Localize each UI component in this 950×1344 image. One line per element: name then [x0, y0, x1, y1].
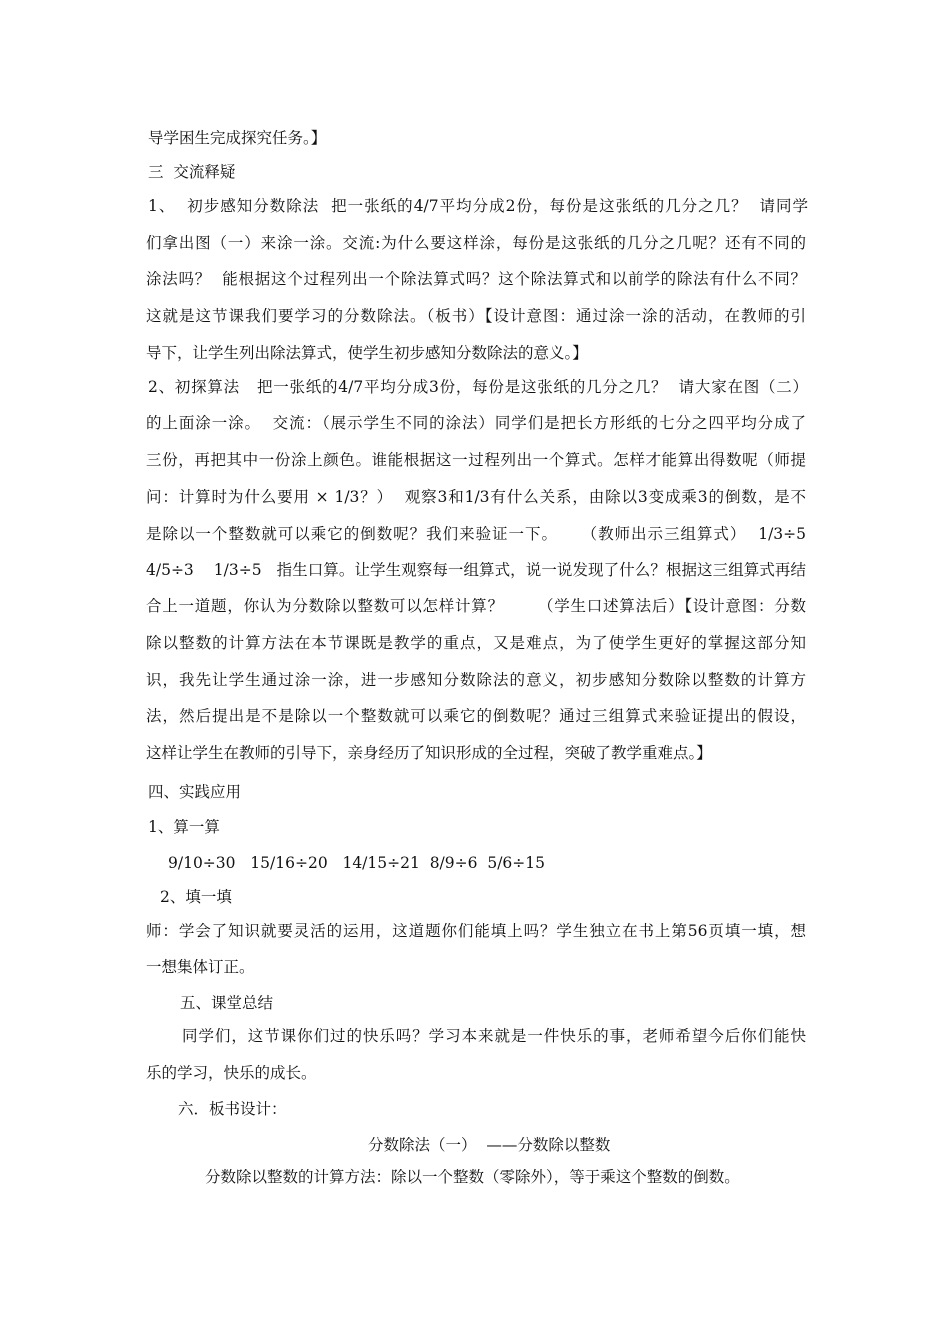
text-line: 4/5÷3 1/3÷5 指生口算。让学生观察每一组算式，说一说发现了什么？根据这三组算式再结: [146, 561, 806, 579]
text-line: 这就是这节课我们要学习的分数除法。（板书）【设计意图：通过涂一涂的活动，在教师的引: [146, 307, 806, 325]
board-title: 分数除法（一） ——分数除以整数: [368, 1136, 611, 1154]
section-heading: 四、实践应用: [148, 783, 242, 801]
subsection-heading: 2、填一填: [160, 888, 232, 906]
text-line: 1、 初步感知分数除法 把一张纸的4/7平均分成2份，每份是这张纸的几分之几？ 请同学: [148, 197, 808, 215]
board-rule: 分数除以整数的计算方法：除以一个整数（零除外），等于乘这个整数的倒数。: [205, 1168, 740, 1186]
text-line: 同学们，这节课你们过的快乐吗？学习本来就是一件快乐的事，老师希望今后你们能快: [182, 1027, 806, 1045]
text-line: 一想集体订正。: [146, 958, 255, 976]
section-heading: 五、课堂总结: [180, 994, 274, 1012]
text-line: 的上面涂一涂。 交流：（展示学生不同的涂法）同学们是把长方形纸的七分之四平均分成了: [146, 414, 806, 432]
text-line: 导学困生完成探究任务。】: [148, 129, 327, 147]
text-line: 合上一道题，你认为分数除以整数可以怎样计算？ （学生口述算法后）【设计意图：分数: [146, 597, 806, 615]
text-line: 是除以一个整数就可以乘它的倒数呢？我们来验证一下。 （教师出示三组算式） 1/3÷5: [146, 525, 806, 543]
text-line: 导下，让学生列出除法算式，使学生初步感知分数除法的意义。】: [146, 344, 588, 362]
text-line: 师：学会了知识就要灵活的运用，这道题你们能填上吗？学生独立在书上第56页填一填，想: [146, 922, 806, 940]
text-line: 2、初探算法 把一张纸的4/7平均分成3份，每份是这张纸的几分之几？ 请大家在图（二）: [148, 378, 808, 396]
section-heading: 三 交流释疑: [148, 163, 236, 181]
text-line: 除以整数的计算方法在本节课既是教学的重点，又是难点，为了使学生更好的掌握这部分知: [146, 634, 806, 652]
text-line: 涂法吗？ 能根据这个过程列出一个除法算式吗？这个除法算式和以前学的除法有什么不同？: [146, 270, 806, 288]
text-line: 三份，再把其中一份涂上颜色。谁能根据这一过程列出一个算式。怎样才能算出得数呢（师提: [146, 451, 806, 469]
exercise-line: 9/10÷30 15/16÷20 14/15÷21 8/9÷6 5/6÷15: [168, 854, 545, 872]
text-line: 识，我先让学生通过涂一涂，进一步感知分数除法的意义，初步感知分数除以整数的计算方: [146, 671, 806, 689]
text-line: 们拿出图（一）来涂一涂。交流:为什么要这样涂，每份是这张纸的几分之几呢？还有不同的: [146, 234, 806, 252]
section-heading: 六．板书设计：: [178, 1100, 287, 1118]
text-line: 这样让学生在教师的引导下，亲身经历了知识形成的全过程，突破了教学重难点。】: [146, 744, 712, 762]
text-line: 问：计算时为什么要用 × 1/3？） 观察3和1/3有什么关系，由除以3变成乘3的倒数，是不: [146, 488, 806, 506]
text-line: 乐的学习，快乐的成长。: [146, 1064, 317, 1082]
subsection-heading: 1、算一算: [148, 818, 220, 836]
text-line: 法，然后提出是不是除以一个整数就可以乘它的倒数呢？通过三组算式来验证提出的假设，: [146, 707, 806, 725]
